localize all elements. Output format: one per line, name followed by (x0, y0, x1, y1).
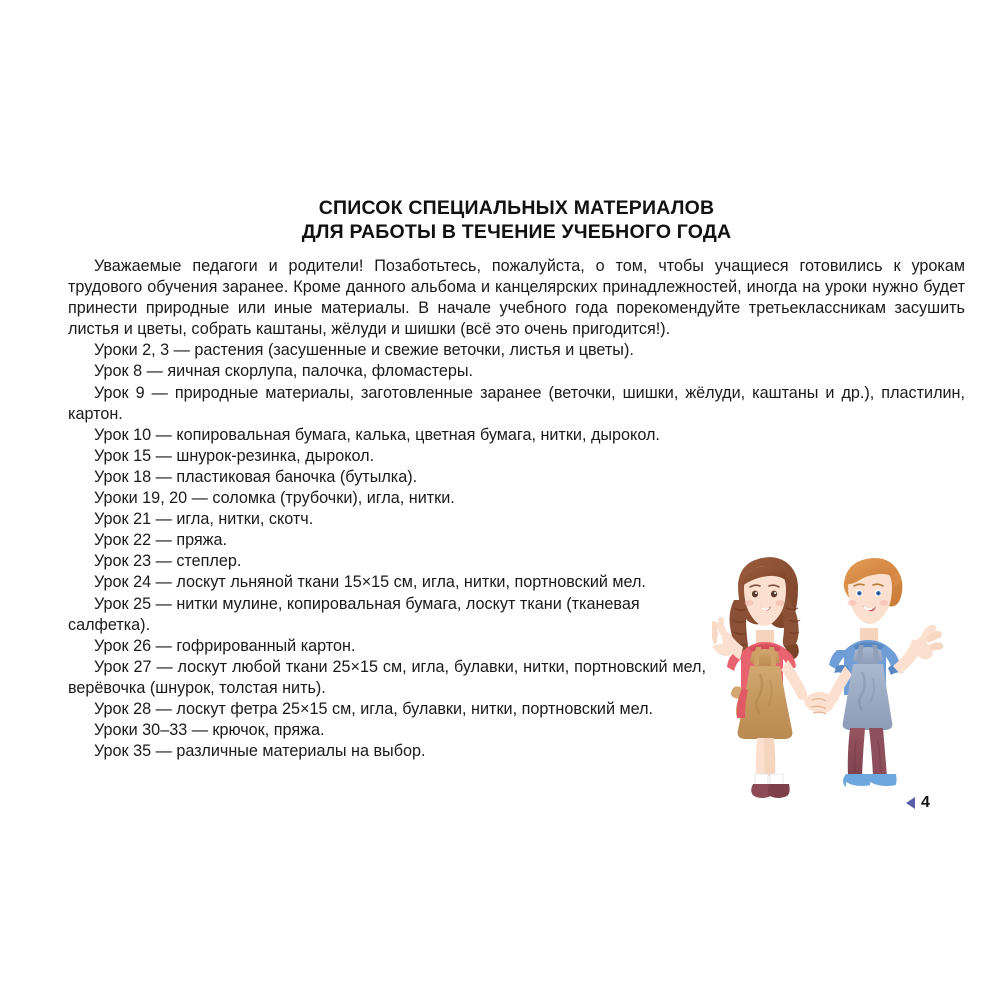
material-entry-lesson-21: Урок 21 — игла, нитки, скотч. (94, 510, 314, 529)
children-illustration (712, 548, 962, 810)
material-entry-lesson-22: Урок 22 — пряжа. (94, 531, 228, 550)
material-entry-lesson-35: Урок 35 — различные материалы на выбор. (94, 742, 426, 761)
material-entry-lesson-25: Урок 25 — нитки мулине, копировальная бумага, лоскут ткани (тканевая салфетка). (68, 594, 640, 634)
material-entry-lesson-15: Урок 15 — шнурок-резинка, дырокол. (94, 446, 375, 465)
girl-figure (712, 557, 807, 798)
material-entry-lesson-2-3: Уроки 2, 3 — растения (засушенные и свежие веточки, листья и цветы). (94, 341, 634, 360)
material-entry-lesson-8: Урок 8 — яичная скорлупа, палочка, фломастеры. (94, 362, 473, 381)
page-title (68, 196, 965, 244)
triangle-left-icon (906, 797, 915, 809)
material-entry-lesson-18: Урок 18 — пластиковая баночка (бутылка). (94, 467, 418, 486)
material-entry-lesson-30-33: Уроки 30–33 — крючок, пряжа. (94, 721, 325, 740)
clasped-hands (804, 692, 834, 714)
folio (906, 795, 930, 811)
material-entry-lesson-9: Урок 9 — природные материалы, заготовленные заранее (веточки, шишки, жёлуди, каштаны и др.), пластилин, картон. (68, 383, 965, 423)
title-line-2: ДЛЯ РАБОТЫ В ТЕЧЕНИЕ УЧЕБНОГО ГОДА (301, 221, 732, 243)
material-entry-lesson-10: Урок 10 — копировальная бумага, калька, цветная бумага, нитки, дырокол. (94, 425, 660, 444)
material-entry-lesson-24: Урок 24 — лоскут льняной ткани 15×15 см, игла, нитки, портновский мел. (94, 573, 646, 592)
page-number: 4 (921, 794, 930, 811)
intro-paragraph: Уважаемые педагоги и родители! Позаботьтесь, пожалуйста, о том, чтобы учащиеся готовились к урокам трудового обучения заранее. Кроме данного альбома и канцелярских принадлежностей, иногда на уроки нужно будет принести природные или иные материалы. В начале учебного года порекомендуйте третьеклассникам засушить листья и цветы, собрать каштаны, жёлуди и шишки (всё это очень пригодится!). (68, 257, 965, 339)
boy-figure (804, 558, 943, 791)
title-line-1: СПИСОК СПЕЦИАЛЬНЫХ МАТЕРИАЛОВ (318, 197, 715, 219)
material-entry-lesson-19-20: Уроки 19, 20 — соломка (трубочки), игла, нитки. (94, 489, 455, 508)
material-entry-lesson-26: Урок 26 — гофрированный картон. (94, 636, 356, 655)
material-entry-lesson-28: Урок 28 — лоскут фетра 25×15 см, игла, булавки, нитки, портновский мел. (94, 699, 654, 718)
material-entry-lesson-27: Урок 27 — лоскут любой ткани 25×15 см, игла, булавки, нитки, портновский мел, верёвочка (шнурок, толстая нить). (68, 657, 706, 697)
material-entry-lesson-23: Урок 23 — степлер. (94, 552, 242, 571)
